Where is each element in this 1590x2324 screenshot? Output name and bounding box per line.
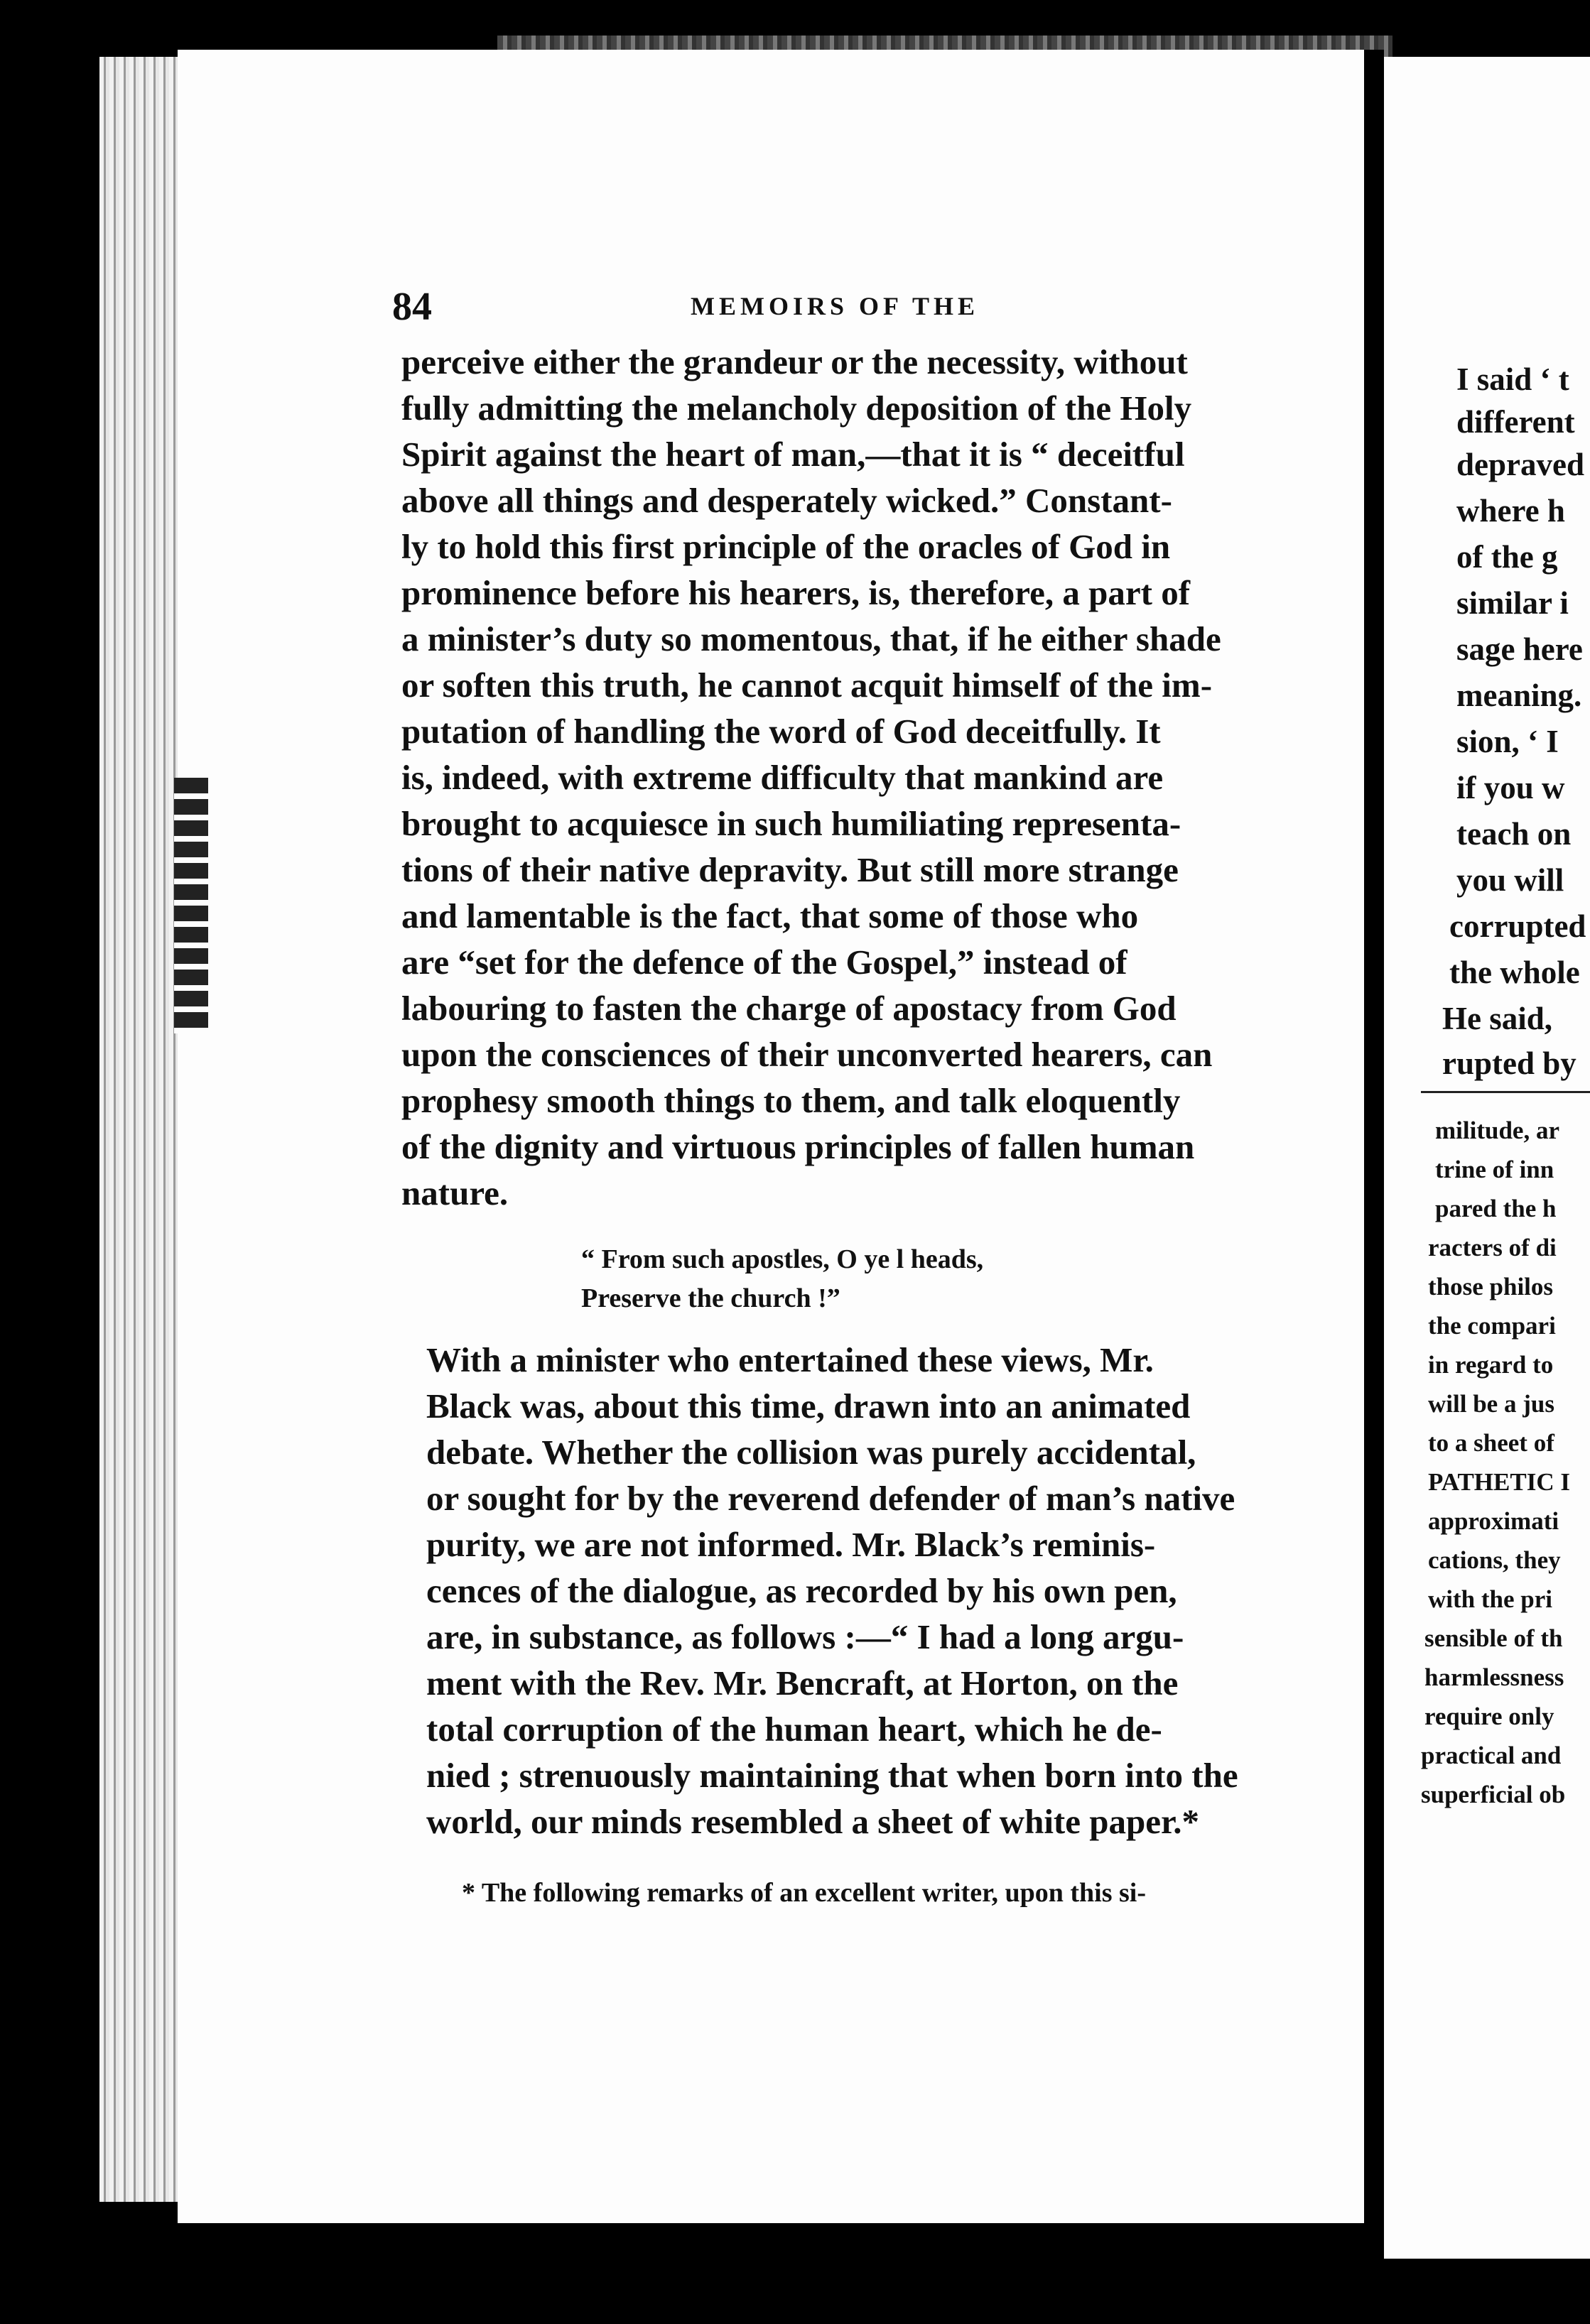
running-title: MEMOIRS OF THE <box>691 292 980 320</box>
book-gutter <box>1364 50 1384 2273</box>
right-page-note-line: approximati <box>1428 1507 1559 1535</box>
body-line: brought to acquiesce in such humiliating representa- <box>401 804 1181 843</box>
right-page-note-line: PATHETIC I <box>1428 1468 1570 1496</box>
body-line: prominence before his hearers, is, therefore, a part of <box>401 573 1191 612</box>
right-page-line: if you w <box>1456 770 1565 805</box>
right-page-line: you will <box>1456 862 1564 898</box>
right-page-footnote-rule <box>1421 1091 1590 1093</box>
body-line: debate. Whether the collision was purely accidental, <box>426 1433 1196 1472</box>
margin-marks <box>174 778 208 1033</box>
body-line: purity, we are not informed. Mr. Black’s reminis- <box>426 1525 1156 1564</box>
body-line: Black was, about this time, drawn into an animated <box>426 1386 1191 1426</box>
right-page-note-line: practical and <box>1421 1742 1562 1769</box>
right-page-note-line: cations, they <box>1428 1546 1561 1574</box>
right-page-note-line: the compari <box>1428 1312 1556 1340</box>
right-page-line: where h <box>1456 493 1565 528</box>
body-line: labouring to fasten the charge of apostacy from God <box>401 989 1177 1028</box>
body-line: above all things and desperately wicked.” Constant- <box>401 481 1172 520</box>
body-line: are “set for the defence of the Gospel,” instead of <box>401 943 1127 982</box>
right-page-note-line: sensible of th <box>1424 1624 1563 1652</box>
right-page-line: different <box>1456 404 1575 440</box>
right-page-line: I said ‘ t <box>1456 362 1569 397</box>
body-line: perceive either the grandeur or the necessity, without <box>401 342 1188 381</box>
body-line: and lamentable is the fact, that some of those who <box>401 896 1139 935</box>
right-page-line: sage here <box>1456 631 1583 667</box>
body-line: cences of the dialogue, as recorded by his own pen, <box>426 1571 1177 1610</box>
footnote: * The following remarks of an excellent writer, upon this si- <box>462 1878 1147 1908</box>
body-line: nied ; strenuously maintaining that when born into the <box>426 1756 1238 1795</box>
right-page-line: teach on <box>1456 816 1572 852</box>
body-line: is, indeed, with extreme difficulty that mankind are <box>401 758 1164 797</box>
body-line: a minister’s duty so momentous, that, if he either shade <box>401 619 1221 658</box>
right-page-line: of the g <box>1456 539 1558 575</box>
body-line: are, in substance, as follows :—“ I had a long argu- <box>426 1617 1184 1656</box>
running-head <box>392 284 1302 334</box>
body-line: of the dignity and virtuous principles of fallen human <box>401 1127 1195 1166</box>
right-page-line: sion, ‘ I <box>1456 724 1559 759</box>
right-page-line: the whole <box>1449 955 1580 990</box>
right-page-note-line: in regard to <box>1428 1351 1554 1379</box>
body-line: tions of their native depravity. But still more strange <box>401 850 1179 889</box>
right-page-line: rupted by <box>1442 1046 1577 1081</box>
quote-line: “ From such apostles, O ye l heads, <box>581 1244 984 1274</box>
right-page-line: similar i <box>1456 585 1569 621</box>
body-line: putation of handling the word of God deceitfully. It <box>401 712 1161 751</box>
right-page-note-line: militude, ar <box>1435 1117 1559 1144</box>
right-page-line: meaning. <box>1456 678 1582 713</box>
body-line: nature. <box>401 1173 509 1212</box>
body-line: fully admitting the melancholy deposition of the Holy <box>401 389 1192 428</box>
book-page-edges <box>99 57 185 2202</box>
body-line: world, our minds resembled a sheet of white paper.* <box>426 1802 1200 1841</box>
right-page-note-line: trine of inn <box>1435 1156 1554 1183</box>
body-line: Spirit against the heart of man,—that it is “ deceitful <box>401 435 1185 474</box>
right-page-note-line: superficial ob <box>1421 1781 1566 1808</box>
right-page-note-line: with the pri <box>1428 1585 1552 1613</box>
right-page-note-line: pared the h <box>1435 1195 1557 1222</box>
right-page-note-line: racters of di <box>1428 1234 1557 1261</box>
body-line: total corruption of the human heart, which he de- <box>426 1710 1162 1749</box>
body-line: or sought for by the reverend defender of man’s native <box>426 1479 1235 1518</box>
body-line: or soften this truth, he cannot acquit himself of the im- <box>401 666 1213 705</box>
body-line: ly to hold this first principle of the oracles of God in <box>401 527 1171 566</box>
right-page-note-line: harmlessness <box>1424 1663 1564 1691</box>
body-line: upon the consciences of their unconverted hearers, can <box>401 1035 1213 1074</box>
body-line: With a minister who entertained these views, Mr. <box>426 1340 1154 1379</box>
page-number: 84 <box>392 285 432 329</box>
right-page-line: corrupted <box>1449 908 1586 944</box>
body-line: ment with the Rev. Mr. Bencraft, at Horton, on the <box>426 1663 1179 1703</box>
quote-line: Preserve the church !” <box>581 1283 840 1313</box>
right-page-note-line: will be a jus <box>1428 1390 1554 1418</box>
right-page-line: He said, <box>1442 1001 1553 1036</box>
right-page-note-line: those philos <box>1428 1273 1554 1301</box>
right-page-line: depraved <box>1456 447 1584 482</box>
body-line: prophesy smooth things to them, and talk eloquently <box>401 1081 1181 1120</box>
right-page-note-line: require only <box>1424 1703 1554 1730</box>
right-page-note-line: to a sheet of <box>1428 1429 1554 1457</box>
